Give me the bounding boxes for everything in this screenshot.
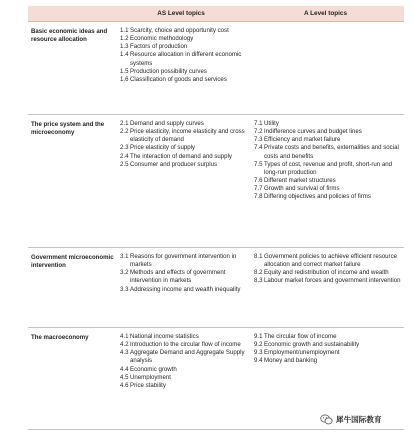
topic-number: 7.2: [254, 128, 263, 136]
section-label: Basic economic ideas and resource allocation: [31, 28, 108, 43]
topic-number: 1.4: [120, 51, 129, 59]
as-topics-column: [120, 253, 250, 294]
topic-item: [254, 193, 402, 201]
table-header: [28, 6, 404, 22]
topic-text: The circular flow of income: [264, 333, 337, 340]
topic-text: Money and banking: [264, 357, 318, 365]
topic-text: Efficiency and market failure: [264, 136, 341, 144]
topic-item: [120, 286, 250, 294]
topic-text: Resource allocation in different economic systems: [130, 51, 242, 67]
topic-number: 2.5: [120, 160, 129, 168]
topic-number: 9.3: [254, 349, 263, 357]
topic-item: [120, 68, 250, 76]
topic-text: Equity and redistribution of income and wealth: [264, 269, 389, 277]
topic-number: 8.3: [254, 277, 263, 285]
topic-number: 7.5: [254, 160, 263, 168]
topic-number: 2.2: [120, 128, 129, 136]
table-body: [28, 22, 404, 430]
topic-item: [254, 357, 402, 365]
topic-number: 9.2: [254, 341, 263, 349]
topic-number: 7.7: [254, 185, 263, 193]
topic-text: Reasons for government intervention in markets: [130, 253, 237, 269]
header-blank: [28, 6, 115, 21]
topic-number: 3.3: [120, 285, 129, 293]
section-row: [28, 248, 404, 328]
topic-text: Scarcity, choice and opportunity cost: [130, 27, 229, 34]
topic-text: Growth and survival of firms: [264, 185, 340, 193]
topic-item: [120, 161, 250, 169]
topic-item: [120, 27, 250, 35]
topic-item: [254, 277, 402, 285]
topic-text: Economic methodology: [130, 35, 194, 43]
topic-text: Demand and supply curves: [130, 120, 204, 127]
topic-item: [120, 35, 250, 43]
topic-number: 9.4: [254, 357, 263, 365]
topic-number: 1.3: [120, 43, 129, 51]
topic-number: 7.6: [254, 177, 263, 185]
section-row: [28, 115, 404, 248]
topic-item: [120, 76, 250, 84]
watermark: [320, 414, 382, 425]
topic-item: [120, 366, 250, 374]
topic-number: 7.4: [254, 144, 263, 152]
topic-text: Indifference curves and budget lines: [264, 128, 362, 136]
section-row: [28, 22, 404, 115]
as-topics-column: [120, 27, 250, 84]
as-topics-column: [120, 333, 250, 390]
topic-item: [254, 253, 402, 269]
topic-number: 4.5: [120, 373, 129, 381]
topic-text: Price elasticity of supply: [130, 144, 196, 152]
topic-number: 4.3: [120, 349, 129, 357]
topic-number: 1.5: [120, 67, 129, 75]
topic-item: [120, 341, 250, 349]
topic-item: [120, 333, 250, 341]
topic-item: [120, 51, 250, 67]
section-label: Government microeconomic intervention: [31, 254, 114, 269]
topic-item: [120, 128, 250, 144]
topic-number: 7.8: [254, 193, 263, 201]
topic-item: [254, 333, 402, 341]
topic-item: [254, 136, 402, 144]
topic-item: [120, 120, 250, 128]
topic-text: Different market structures: [264, 177, 336, 185]
topic-text: Price stability: [130, 381, 166, 389]
header-as-level: AS Level topics: [157, 10, 205, 17]
topic-text: Government policies to achieve efficient resource allocation and correct market failure: [264, 253, 398, 269]
section-label: The price system and the microeconomy: [31, 121, 105, 136]
topic-item: [254, 120, 402, 128]
header-a-level: A Level topics: [303, 10, 348, 17]
topic-item: [120, 43, 250, 51]
topic-number: 1.2: [120, 35, 129, 43]
topic-item: [254, 349, 402, 357]
topic-item: [120, 144, 250, 152]
topic-text: Economic growth: [130, 365, 177, 373]
topic-number: 8.1: [254, 253, 263, 260]
topic-number: 4.4: [120, 365, 129, 373]
topic-text: Types of cost, revenue and profit, short-run and long-run production: [264, 160, 393, 176]
watermark-text: 犀牛国际教育: [336, 415, 382, 424]
as-topics-column: [120, 120, 250, 169]
topic-text: Labour market forces and government intervention: [264, 277, 401, 285]
topic-item: [254, 144, 402, 160]
a-topics-column: [254, 333, 402, 366]
topic-text: Economic growth and sustainability: [264, 341, 360, 349]
a-topics-column: [254, 120, 402, 202]
topic-text: The interaction of demand and supply: [130, 152, 232, 160]
topic-text: Unemployment: [130, 373, 171, 381]
topic-number: 4.6: [120, 381, 129, 389]
topic-text: Factors of production: [130, 43, 188, 51]
topic-item: [120, 349, 250, 365]
topic-number: 2.3: [120, 144, 129, 152]
topic-text: Production possibility curves: [130, 67, 207, 75]
wechat-icon: [320, 414, 333, 425]
topics-table: [28, 6, 404, 430]
topic-text: Classification of goods and services: [130, 75, 227, 83]
topic-text: Introduction to the circular flow of income: [130, 341, 241, 349]
topic-item: [254, 128, 402, 136]
topic-item: [120, 269, 250, 285]
topic-item: [120, 382, 250, 390]
topic-number: 9.1: [254, 333, 263, 340]
topic-item: [120, 153, 250, 161]
topic-number: 7.3: [254, 136, 263, 144]
section-label: The macroeconomy: [31, 334, 89, 341]
topic-text: Private costs and benefits, externalities and social costs and benefits: [264, 144, 399, 160]
topic-number: 2.4: [120, 152, 129, 160]
topic-number: 7.1: [254, 120, 263, 127]
topic-number: 3.2: [120, 269, 129, 277]
topic-item: [254, 185, 402, 193]
topic-number: 4.2: [120, 341, 129, 349]
topic-text: Consumer and producer surplus: [130, 160, 218, 168]
topic-item: [254, 161, 402, 177]
topic-item: [120, 253, 250, 269]
topic-text: Employment/unemployment: [264, 349, 340, 357]
topic-text: Price elasticity, income elasticity and cross elasticity of demand: [130, 128, 245, 144]
topic-number: 4.1: [120, 333, 129, 340]
topic-number: 2.1: [120, 120, 129, 127]
topic-text: Utility: [264, 120, 279, 127]
topic-text: National income statistics: [130, 333, 199, 340]
topic-text: Methods and effects of government intervention in markets: [130, 269, 226, 285]
topic-number: 1.6: [120, 75, 129, 83]
topic-item: [254, 177, 402, 185]
topic-text: Aggregate Demand and Aggregate Supply analysis: [130, 349, 245, 365]
topic-item: [120, 374, 250, 382]
topic-number: 1.1: [120, 27, 129, 34]
topic-item: [254, 269, 402, 277]
topic-text: Addressing income and wealth inequality: [130, 285, 241, 293]
topic-item: [254, 341, 402, 349]
topic-number: 8.2: [254, 269, 263, 277]
topic-text: Differing objectives and policies of firms: [264, 193, 371, 201]
topic-number: 3.1: [120, 253, 129, 260]
a-topics-column: [254, 253, 402, 286]
